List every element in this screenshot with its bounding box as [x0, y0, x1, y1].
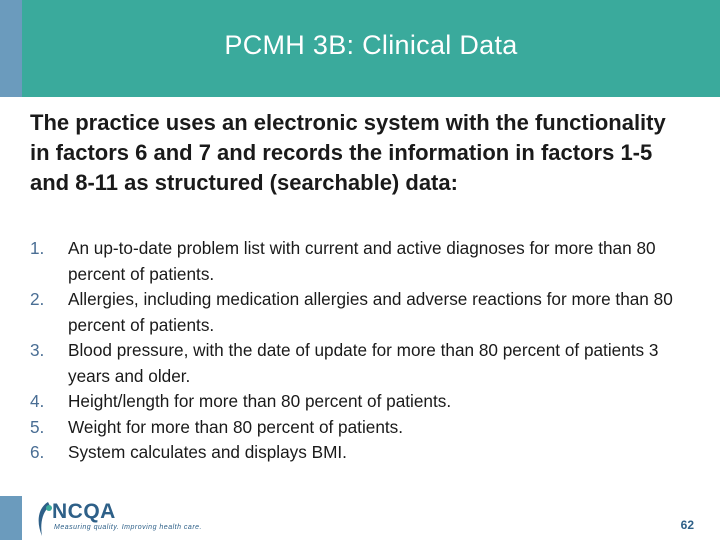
- list-item: [30, 415, 690, 441]
- logo-tagline: Measuring quality. Improving health care.: [54, 524, 202, 531]
- list-item-number: 2.: [30, 289, 45, 309]
- list-item: [30, 287, 690, 338]
- list-item-text: Height/length for more than 80 percent of patients.: [68, 391, 452, 411]
- slide-title: PCMH 3B: Clinical Data: [224, 30, 518, 60]
- list-item-text: Allergies, including medication allergies and adverse reactions for more than 80 percent of patients.: [68, 289, 673, 335]
- list-item-number: 3.: [30, 340, 45, 360]
- list-item: [30, 236, 690, 287]
- list-item: [30, 389, 690, 415]
- page-number: 62: [680, 518, 694, 532]
- list-item-text: An up-to-date problem list with current and active diagnoses for more than 80 percent of patients.: [68, 238, 656, 284]
- list-item: [30, 440, 690, 466]
- list-item: [30, 338, 690, 389]
- title-bar: [0, 0, 720, 97]
- header-accent-stripe: [0, 0, 22, 97]
- list-item-number: 1.: [30, 238, 45, 258]
- list-item-text: Blood pressure, with the date of update for more than 80 percent of patients 3 years and older.: [68, 340, 659, 386]
- list-item-number: 4.: [30, 391, 45, 411]
- ncqa-logo: [34, 498, 202, 540]
- logo-wordmark: NCQA: [52, 500, 116, 523]
- intro-paragraph: The practice uses an electronic system with the functionality in factors 6 and 7 and records the information in factors 1-5 and 8-11 as structured (searchable) data:: [30, 110, 666, 195]
- list-item-text: Weight for more than 80 percent of patients.: [68, 416, 404, 437]
- list-item-text: System calculates and displays BMI.: [68, 442, 347, 462]
- footer-accent-stripe: [0, 496, 22, 540]
- factor-list: [30, 236, 690, 466]
- list-item-number: 6.: [30, 442, 45, 462]
- ncqa-swoosh-icon: [34, 498, 54, 540]
- list-item-number: 5.: [30, 416, 45, 437]
